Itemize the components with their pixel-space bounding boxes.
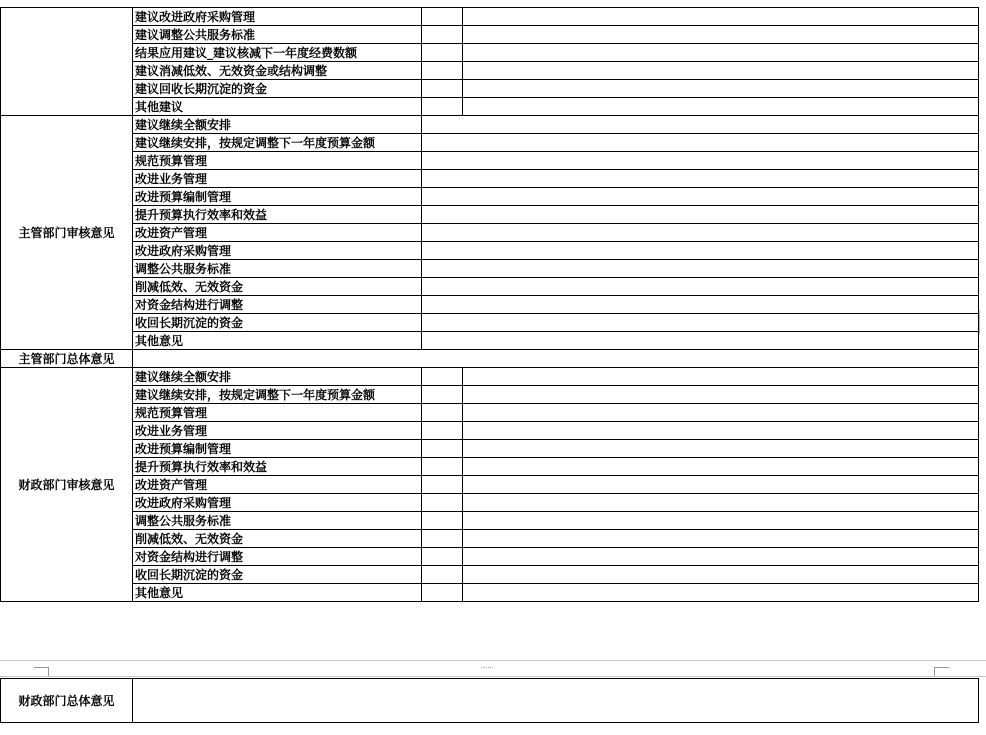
remark-cell[interactable]	[463, 8, 979, 26]
table-row	[1, 679, 979, 723]
selection-cell[interactable]	[422, 26, 463, 44]
table-row	[1, 404, 979, 422]
remark-cell[interactable]	[463, 458, 979, 476]
finance-overall-table	[0, 678, 979, 723]
opinion-item: 收回长期沉淀的资金	[133, 566, 422, 584]
selection-cell[interactable]	[422, 404, 463, 422]
supervisor-overall-label: 主管部门总体意见	[1, 350, 133, 368]
table-row	[1, 458, 979, 476]
table-row	[1, 26, 979, 44]
remark-cell[interactable]	[422, 152, 979, 170]
opinion-item: 改进资产管理	[133, 476, 422, 494]
opinion-item: 改进政府采购管理	[133, 242, 422, 260]
selection-cell[interactable]	[422, 368, 463, 386]
selection-cell[interactable]	[422, 494, 463, 512]
opinion-item: 调整公共服务标准	[133, 512, 422, 530]
remark-cell[interactable]	[422, 116, 979, 134]
remark-cell[interactable]	[422, 134, 979, 152]
opinion-item: 削减低效、无效资金	[133, 278, 422, 296]
remark-cell[interactable]	[463, 476, 979, 494]
table-row	[1, 314, 979, 332]
opinion-item: 其他意见	[133, 332, 422, 350]
table-row	[1, 170, 979, 188]
opinion-item: 改进预算编制管理	[133, 440, 422, 458]
remark-cell[interactable]	[463, 62, 979, 80]
opinion-item: 规范预算管理	[133, 404, 422, 422]
opinion-item: 提升预算执行效率和效益	[133, 458, 422, 476]
table-row	[1, 530, 979, 548]
opinion-item: 建议继续安排，按规定调整下一年度预算金额	[133, 134, 422, 152]
page-corner-mark	[34, 667, 49, 676]
table-row	[1, 548, 979, 566]
opinion-item: 建议调整公共服务标准	[133, 26, 422, 44]
table-row	[1, 440, 979, 458]
opinion-item: 改进业务管理	[133, 422, 422, 440]
table-row	[1, 296, 979, 314]
remark-cell[interactable]	[463, 440, 979, 458]
remark-cell[interactable]	[422, 314, 979, 332]
opinion-item: 改进预算编制管理	[133, 188, 422, 206]
table-row	[1, 584, 979, 602]
opinion-item: 规范预算管理	[133, 152, 422, 170]
opinion-item: 改进业务管理	[133, 170, 422, 188]
selection-cell[interactable]	[422, 530, 463, 548]
opinion-item: 改进政府采购管理	[133, 494, 422, 512]
finance-overall-input-cell[interactable]	[133, 679, 979, 723]
scroll-handle[interactable]	[979, 310, 986, 334]
finance-overall-label: 财政部门总体意见	[1, 679, 133, 723]
selection-cell[interactable]	[422, 8, 463, 26]
remark-cell[interactable]	[422, 224, 979, 242]
remark-cell[interactable]	[463, 566, 979, 584]
supervisor-overall-input-cell[interactable]	[133, 350, 979, 368]
remark-cell[interactable]	[422, 278, 979, 296]
table-row	[1, 134, 979, 152]
remark-cell[interactable]	[422, 188, 979, 206]
opinion-item: 其他建议	[133, 98, 422, 116]
table-row	[1, 494, 979, 512]
remark-cell[interactable]	[422, 260, 979, 278]
table-row	[1, 332, 979, 350]
table-row	[1, 512, 979, 530]
selection-cell[interactable]	[422, 512, 463, 530]
page-corner-mark	[934, 667, 949, 676]
table-row	[1, 386, 979, 404]
table-row	[1, 116, 979, 134]
supervisor-review-label: 主管部门审核意见	[1, 116, 133, 350]
remark-cell[interactable]	[463, 494, 979, 512]
remark-cell[interactable]	[463, 422, 979, 440]
remark-cell[interactable]	[463, 80, 979, 98]
opinion-item: 其他意见	[133, 584, 422, 602]
opinion-item: 调整公共服务标准	[133, 260, 422, 278]
selection-cell[interactable]	[422, 98, 463, 116]
remark-cell[interactable]	[463, 512, 979, 530]
table-row	[1, 206, 979, 224]
selection-cell[interactable]	[422, 476, 463, 494]
opinion-item: 改进资产管理	[133, 224, 422, 242]
table-row	[1, 80, 979, 98]
opinion-item: 建议继续全额安排	[133, 116, 422, 134]
finance-review-label: 财政部门审核意见	[1, 368, 133, 602]
opinion-item: 提升预算执行效率和效益	[133, 206, 422, 224]
remark-cell[interactable]	[422, 170, 979, 188]
remark-cell[interactable]	[463, 404, 979, 422]
remark-cell[interactable]	[463, 530, 979, 548]
table-row	[1, 422, 979, 440]
selection-cell[interactable]	[422, 44, 463, 62]
selection-cell[interactable]	[422, 422, 463, 440]
table-row	[1, 476, 979, 494]
selection-cell[interactable]	[422, 386, 463, 404]
page-break	[0, 660, 986, 677]
remark-cell[interactable]	[422, 206, 979, 224]
opinion-item: 对资金结构进行调整	[133, 548, 422, 566]
selection-cell[interactable]	[422, 584, 463, 602]
table-row	[1, 62, 979, 80]
remark-cell[interactable]	[422, 332, 979, 350]
remark-cell[interactable]	[463, 548, 979, 566]
remark-cell[interactable]	[463, 584, 979, 602]
table-row	[1, 188, 979, 206]
table-row	[1, 44, 979, 62]
table-row	[1, 8, 979, 26]
remark-cell[interactable]	[463, 386, 979, 404]
table-row	[1, 350, 979, 368]
selection-cell[interactable]	[422, 62, 463, 80]
opinion-item: 结果应用建议_建议核减下一年度经费数额	[133, 44, 422, 62]
top-continuation-label	[1, 8, 133, 116]
table-row	[1, 98, 979, 116]
selection-cell[interactable]	[422, 440, 463, 458]
remark-cell[interactable]	[422, 242, 979, 260]
opinion-item: 对资金结构进行调整	[133, 296, 422, 314]
selection-cell[interactable]	[422, 80, 463, 98]
remark-cell[interactable]	[463, 26, 979, 44]
table-row	[1, 368, 979, 386]
table-row	[1, 566, 979, 584]
opinion-item: 建议继续全额安排	[133, 368, 422, 386]
opinion-item: 建议继续安排，按规定调整下一年度预算金额	[133, 386, 422, 404]
opinion-item: 建议消减低效、无效资金或结构调整	[133, 62, 422, 80]
selection-cell[interactable]	[422, 458, 463, 476]
selection-cell[interactable]	[422, 566, 463, 584]
table-row	[1, 278, 979, 296]
selection-cell[interactable]	[422, 548, 463, 566]
table-row	[1, 152, 979, 170]
opinion-item: 削减低效、无效资金	[133, 530, 422, 548]
table-row	[1, 260, 979, 278]
remark-cell[interactable]	[463, 98, 979, 116]
remark-cell[interactable]	[463, 368, 979, 386]
review-opinion-table	[0, 7, 979, 602]
table-row	[1, 242, 979, 260]
opinion-item: 收回长期沉淀的资金	[133, 314, 422, 332]
page-break-marker	[483, 664, 493, 668]
opinion-item: 建议改进政府采购管理	[133, 8, 422, 26]
remark-cell[interactable]	[463, 44, 979, 62]
opinion-item: 建议回收长期沉淀的资金	[133, 80, 422, 98]
remark-cell[interactable]	[422, 296, 979, 314]
table-row	[1, 224, 979, 242]
